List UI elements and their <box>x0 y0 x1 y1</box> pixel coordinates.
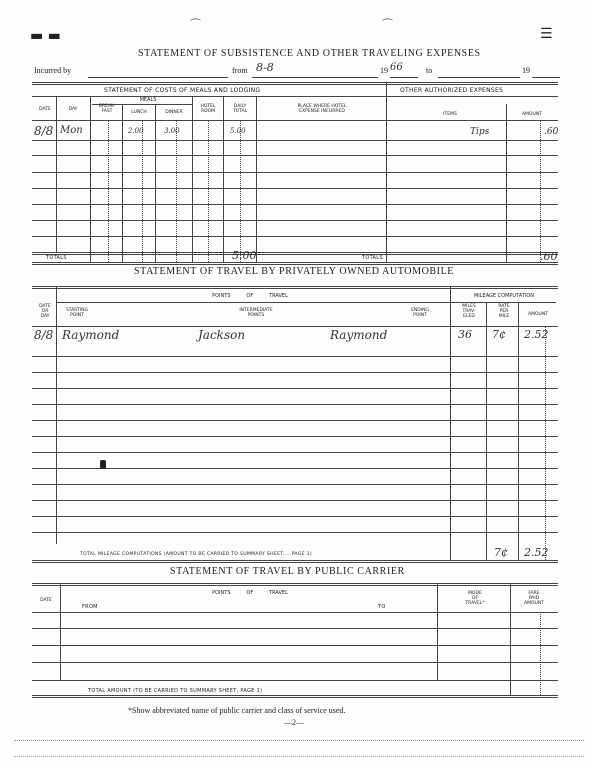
auto-row-rate: 7¢ <box>492 328 506 341</box>
meals-row-dinner: 3.00 <box>164 127 180 135</box>
public-section-title: STATEMENT OF TRAVEL BY PUBLIC CARRIER <box>170 566 405 577</box>
incurred-by-line <box>34 61 564 80</box>
auto-total-rate: 7¢ <box>494 546 508 559</box>
auto-col-amount: AMOUNT <box>528 312 548 317</box>
auto-row-intermediate: Jackson <box>198 328 246 342</box>
meals-row-lunch: 2.00 <box>128 127 144 135</box>
from-label: from <box>232 66 248 75</box>
col-amount: AMOUNT <box>522 112 542 117</box>
auto-col-rate: RATE PER MILE <box>498 304 510 319</box>
auto-col-miles: MILES TRAV- ELED <box>462 304 476 319</box>
auto-total-label: TOTAL MILEAGE COMPUTATIONS (AMOUNT TO BE CARRIED TO SUMMARY SHEET.....PAGE 1) <box>80 552 312 557</box>
meals-totals-daily: 5.00 <box>232 249 257 262</box>
meals-row-items: Tips <box>470 127 490 137</box>
incurred-by-label: Incurred by <box>34 66 72 75</box>
col-day: DAY <box>68 107 78 112</box>
public-total-label: TOTAL AMOUNT (TO BE CARRIED TO SUMMARY SHEET, PAGE 1) <box>88 688 263 694</box>
auto-col-ending: ENDING POINT <box>411 308 429 318</box>
meals-row-date: 8/8 <box>34 124 54 138</box>
meals-totals-label-2: TOTALS <box>362 255 383 261</box>
public-col-mode: MODE OF TRAVEL* <box>465 591 485 606</box>
corner-mark-right: ☰ <box>540 26 553 42</box>
top-mark: ⌒ <box>190 18 201 31</box>
col-breakfast: BREAK- FAST <box>98 104 116 114</box>
meals-row-amount: .60 <box>544 127 559 137</box>
auto-section-title: STATEMENT OF TRAVEL BY PRIVATELY OWNED AUTOMOBILE <box>134 266 455 277</box>
col-daily-total: DAILY TOTAL <box>232 104 248 114</box>
auto-row-date: 8/8 <box>34 328 54 342</box>
corner-mark-left: ▬ ▬ <box>30 28 61 44</box>
other-expenses-title: OTHER AUTHORIZED EXPENSES <box>400 87 504 94</box>
top-mark-2: ⌒ <box>382 18 393 31</box>
public-from-label: FROM <box>82 604 98 610</box>
footer-note: *Show abbreviated name of public carrier and class of service used. <box>128 706 346 715</box>
to-label: to <box>426 66 433 75</box>
col-place: PLACE WHERE HOTEL EXPENSE INCURRED <box>297 104 347 114</box>
auto-col-intermediate: INTERMEDIATE POINTS <box>239 308 273 318</box>
auto-row-ending: Raymond <box>330 328 388 342</box>
auto-col-starting: STARTING POINT <box>65 308 89 318</box>
form-title: STATEMENT OF SUBSISTENCE AND OTHER TRAVELING EXPENSES <box>138 48 481 59</box>
year-prefix-2: 19 <box>522 66 530 75</box>
meals-group-label: MEALS <box>139 97 157 103</box>
col-lunch: LUNCH <box>131 110 147 115</box>
meals-totals-amount: .60 <box>540 250 558 263</box>
col-hotel-room: HOTEL ROOM <box>200 104 216 114</box>
col-date: DATE <box>39 107 51 112</box>
year-prefix: 19 <box>380 66 388 75</box>
meals-row-daily-total: 5.00 <box>230 127 246 135</box>
from-date-value: 8-8 <box>256 61 274 74</box>
auto-row-amount: 2.52 <box>524 328 549 341</box>
ink-blot <box>100 460 106 469</box>
public-col-fare: FARE PAID AMOUNT <box>524 591 544 606</box>
auto-row-starting: Raymond <box>62 328 120 342</box>
auto-col-date: DATE OR DAY <box>39 304 51 319</box>
public-col-date: DATE <box>40 598 52 603</box>
year-value: 66 <box>390 62 403 73</box>
auto-total-amount: 2.52 <box>524 546 549 559</box>
meals-row-day: Mon <box>60 125 83 136</box>
public-to-label: TO <box>378 604 386 610</box>
meals-totals-label: TOTALS <box>46 255 67 261</box>
auto-mileage-header: MILEAGE COMPUTATION <box>473 293 534 299</box>
col-items: ITEMS <box>443 112 457 117</box>
auto-points-header: POINTS OF TRAVEL <box>212 293 288 299</box>
auto-row-miles: 36 <box>458 328 472 341</box>
page-number: —2— <box>284 718 304 727</box>
public-points-header: POINTS OF TRAVEL <box>212 590 288 596</box>
meals-section-title: STATEMENT OF COSTS OF MEALS AND LODGING <box>104 87 261 94</box>
col-dinner: DINNER <box>165 110 183 115</box>
